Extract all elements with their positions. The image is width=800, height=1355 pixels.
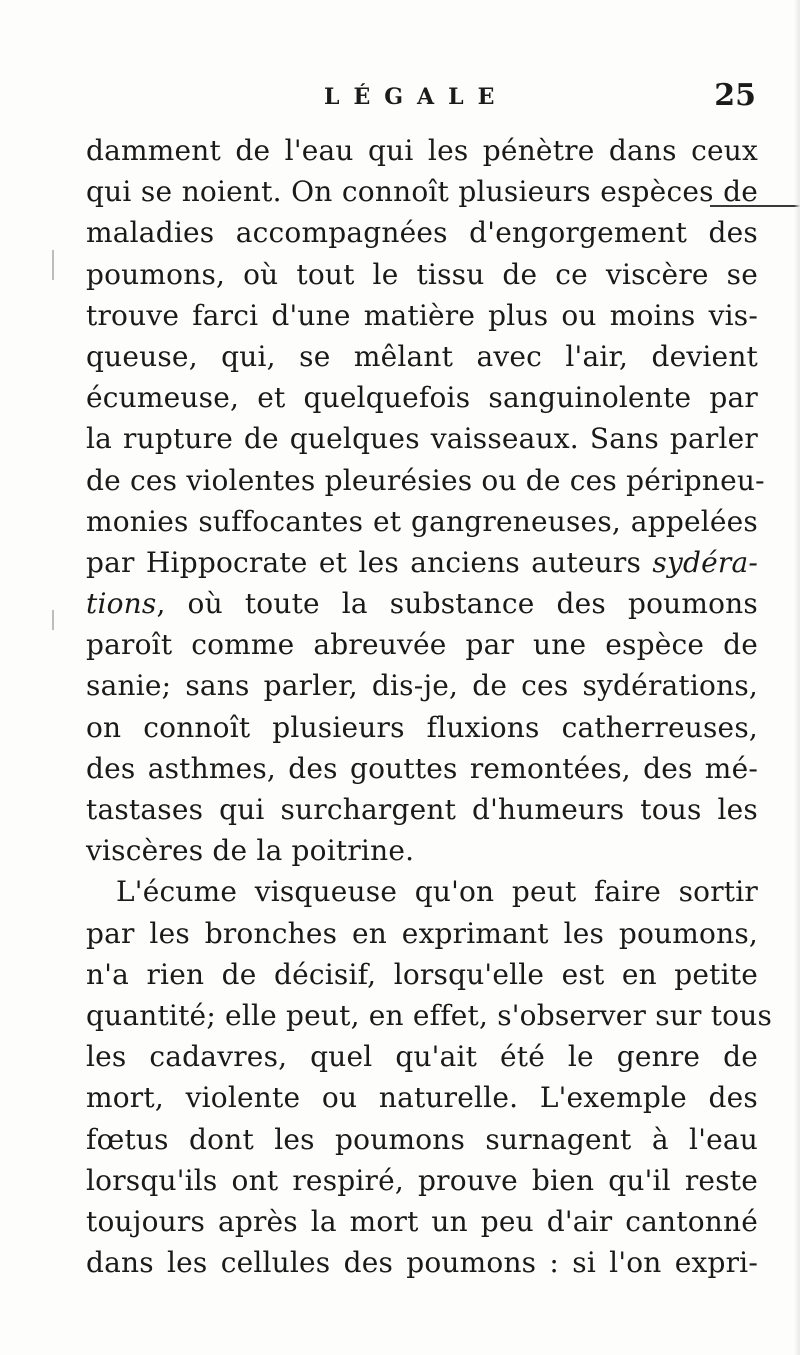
italic-term: sydéra- <box>652 545 758 579</box>
text-line: des asthmes, des gouttes remontées, des mé- <box>86 751 758 785</box>
text-line: par Hippocrate et les anciens auteurs sydéra- <box>86 545 758 579</box>
text-line: qui se noient. On connoît plusieurs espèces de <box>86 175 758 209</box>
italic-term: tions <box>86 587 157 621</box>
text-line: L'écume visqueuse qu'on peut faire sortir <box>116 875 758 909</box>
text-line: tastases qui surchargent d'humeurs tous les <box>86 793 758 826</box>
body-text <box>86 130 773 1283</box>
text-line: quantité; elle peut, en effet, s'observer sur tous <box>86 998 773 1032</box>
text-line: poumons, où tout le tissu de ce viscère se <box>86 257 758 291</box>
text-line: queuse, qui, se mêlant avec l'air, devient <box>86 339 758 373</box>
margin-mark <box>52 250 54 280</box>
text-line: maladies accompagnées d'engorgement des <box>86 216 758 250</box>
text-line: paroît comme abreuvée par une espèce de <box>86 628 758 662</box>
text-line: fœtus dont les poumons surnagent à l'eau <box>86 1122 758 1156</box>
text-line: trouve farci d'une matière plus ou moins vis- <box>86 298 758 332</box>
text-line: par les bronches en exprimant les poumons, <box>86 916 758 950</box>
text-line: sanie; sans parler, dis-je, de ces sydérations, <box>86 669 758 703</box>
text-line: lorsqu'ils ont respiré, prouve bien qu'il reste <box>86 1163 758 1197</box>
text-line: n'a rien de décisif, lorsqu'elle est en petite <box>86 957 758 991</box>
running-title: LÉGALE <box>324 84 509 110</box>
text-line: dans les cellules des poumons : si l'on expri- <box>86 1246 758 1280</box>
text-line: monies suffocantes et gangreneuses, appelées <box>86 504 758 538</box>
text-line: viscères de la poitrine. <box>86 834 415 868</box>
running-head <box>88 78 756 118</box>
text-line: de ces violentes pleurésies ou de ces péripneu- <box>86 463 765 497</box>
text-line: tions, où toute la substance des poumons <box>86 587 758 621</box>
text-line: la rupture de quelques vaisseaux. Sans parler <box>86 422 758 456</box>
text-line: toujours après la mort un peu d'air cantonné <box>86 1204 758 1238</box>
margin-mark <box>52 610 54 630</box>
text-line: les cadavres, quel qu'ait été le genre de <box>86 1040 758 1074</box>
page-edge-shadow <box>794 0 800 1355</box>
text-line: damment de l'eau qui les pénètre dans ceux <box>86 134 758 167</box>
text-line: mort, violente ou naturelle. L'exemple des <box>86 1081 758 1115</box>
text-line: on connoît plusieurs fluxions catherreuses, <box>86 710 758 744</box>
text-line: écumeuse, et quelquefois sanguinolente par <box>86 381 758 415</box>
page-number: 25 <box>714 78 756 113</box>
